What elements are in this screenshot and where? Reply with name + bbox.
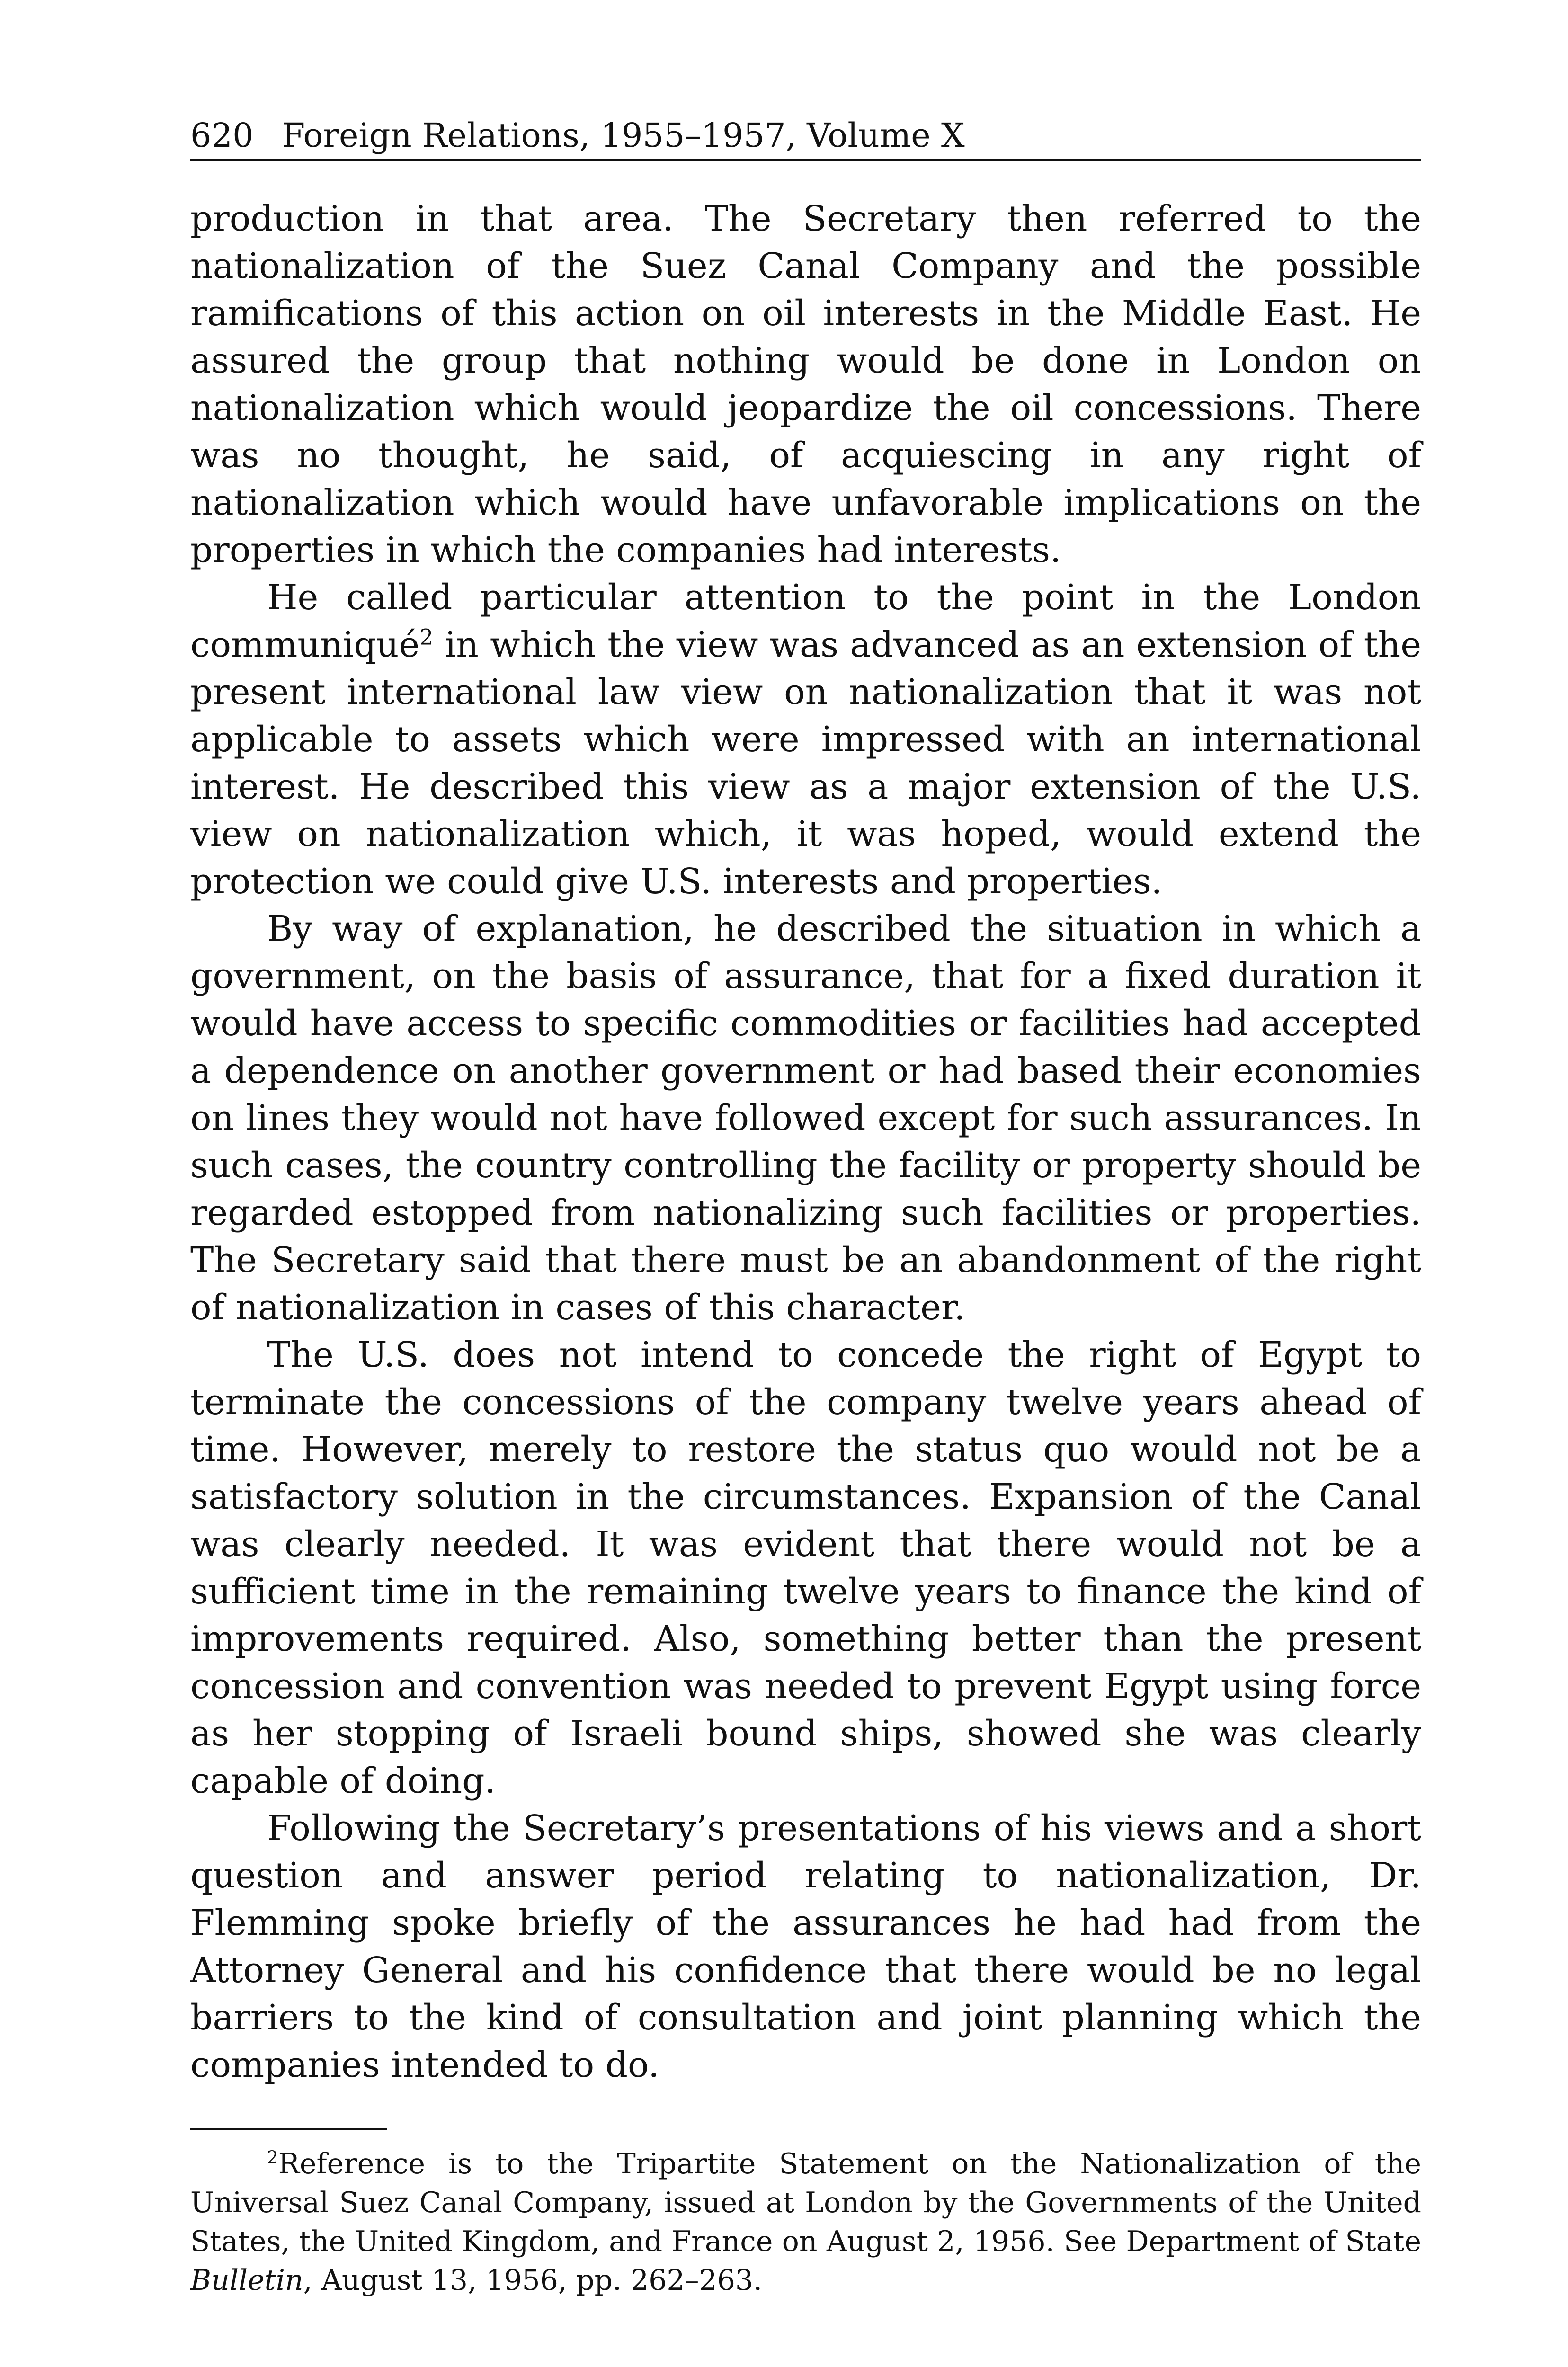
paragraph-1: production in that area. The Secretary then referred to the nationalization of the Suez Canal Company and the possible ramifications of this action on oil interests in the Middle East. He assured the group that nothing would be done in London on nationalization which would jeopardize the oil concessions. There was no thought, he said, of acquiescing in any right of nationalization which would have unfavorable implications on the properties in which the companies had interests.	[190, 198, 1421, 570]
page-number: 620	[190, 116, 254, 155]
footnote-mark: 2	[267, 2147, 278, 2168]
footnote-divider	[190, 2128, 387, 2130]
footnote-text-before-italic: Reference is to the Tripartite Statement on the Nationalization of the Universal Suez Canal Company, issued at London by the Governments of the United States, the United Kingdom, and France on August 2, 1956. See Department of State	[190, 2147, 1421, 2258]
footnote-reference-mark: 2	[419, 624, 434, 650]
body-text	[190, 195, 1421, 2089]
footnote-text-after-italic: , August 13, 1956, pp. 262–263.	[303, 2264, 763, 2297]
paragraph-2-text-before-ref: He called particular attention to the point in the London communiqué	[190, 577, 1421, 665]
paragraph-3: By way of explanation, he described the situation in which a government, on the basis of assurance, that for a fixed duration it would have access to specific commodities or facilities had accepted a dependence on another government or had based their economies on lines they would not have followed except for such assurances. In such cases, the country controlling the facility or property should be regarded estopped from nationalizing such facilities or properties. The Secretary said that there must be an abandonment of the right of nationalization in cases of this character.	[190, 908, 1421, 1328]
paragraph-2	[190, 574, 1421, 905]
paragraph-4: The U.S. does not intend to concede the right of Egypt to terminate the concessions of the company twelve years ahead of time. However, merely to restore the status quo would not be a satisfactory solution in the circumstances. Expansion of the Canal was clearly needed. It was evident that there would not be a sufficient time in the remaining twelve years to finance the kind of improvements required. Also, something better than the present concession and convention was needed to prevent Egypt using force as her stopping of Israeli bound ships, showed she was clearly capable of doing.	[190, 1335, 1421, 1801]
paragraph-2-text-after-ref: in which the view was advanced as an extension of the present international law view on nationalization that it was not applicable to assets which were impressed with an international interest. He described this view as a major extension of the U.S. view on nationalization which, it was hoped, would extend the protection we could give U.S. interests and properties.	[190, 624, 1421, 902]
running-head	[190, 112, 1421, 161]
footnote-2	[190, 2145, 1421, 2300]
footnote-italic-title: Bulletin	[190, 2264, 303, 2297]
paragraph-5: Following the Secretary’s presentations of his views and a short question and answer period relating to nationalization, Dr. Flemming spoke briefly of the assurances he had had from the Attorney General and his confidence that there would be no legal barriers to the kind of consultation and joint planning which the companies intended to do.	[190, 1808, 1421, 2085]
running-title: Foreign Relations, 1955–1957, Volume X	[282, 116, 965, 155]
